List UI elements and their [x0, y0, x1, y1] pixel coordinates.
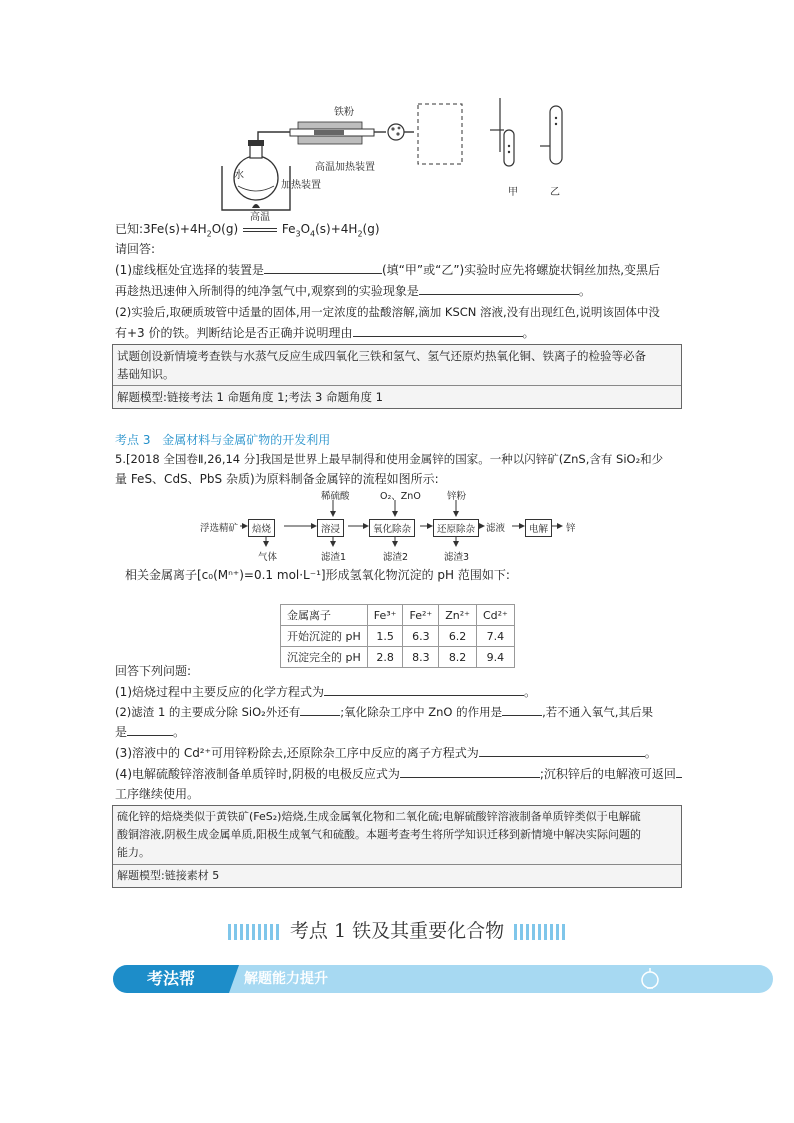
- table-header-cell: Fe²⁺: [403, 605, 439, 626]
- question-intro: 请回答:: [115, 242, 156, 256]
- analysis-text: 硫化锌的焙烧类似于黄铁矿(FeS₂)焙烧,生成金属氧化物和二氧化硫;电解硫酸锌溶液制备单质锌类似于电解硫: [117, 810, 641, 823]
- table-cell: 沉淀完全的 pH: [281, 647, 368, 668]
- answer-intro: 回答下列问题:: [115, 664, 192, 678]
- flow-step-electrolysis: 电解: [525, 519, 552, 537]
- solution-model: 解题模型:链接考法 1 命题角度 1;考法 3 命题角度 1: [113, 385, 681, 406]
- answer-2-line2: 是 。: [115, 725, 186, 739]
- answer-4-line2: 工序继续使用。: [115, 787, 200, 801]
- method-tag-edge: [229, 965, 239, 993]
- analysis-text: 酸铜溶液,阴极生成金属单质,阳极生成氧气和硫酸。本题考查考生将所学知识迁移到新情境中解决实际问题的: [117, 828, 641, 841]
- question-1-line1: (1)虚线框处宜选择的装置是 (填“甲”或“乙”)实验时应先将螺旋状铜丝加热,变黑后: [115, 263, 661, 277]
- label-heater: 加热装置: [281, 180, 321, 191]
- analysis-text: 试题创设新情境考查铁与水蒸气反应生成四氧化三铁和氢气、氢气还原灼热氧化铜、铁离子的检验等必备: [117, 349, 646, 363]
- section-1-title: 考点 1 铁及其重要化合物: [289, 920, 505, 942]
- table-cell: 开始沉淀的 pH: [281, 626, 368, 647]
- question-5-line2: 量 FeS、CdS、PbS 杂质)为原料制备金属锌的流程如图所示:: [115, 472, 439, 486]
- flow-step-reduction: 还原除杂: [433, 519, 479, 537]
- table-header-cell: 金属离子: [281, 605, 368, 626]
- flow-output-gas: 气体: [258, 552, 278, 563]
- table-header-cell: Zn²⁺: [439, 605, 477, 626]
- label-furnace: 高温加热装置: [315, 162, 375, 173]
- question-1-line2: 再趁热迅速伸入所制得的纯净氢气中,观察到的实验现象是 。: [115, 284, 591, 298]
- known-equation: 已知$:3Fe(s)+4H_2O(g)$ 高温 $Fe_3O_4(s)+4H_2(g)$: [115, 220, 685, 243]
- flow-input-zinc: 锌粉: [447, 491, 467, 502]
- table-header-cell: Cd²⁺: [476, 605, 514, 626]
- table-cell: 6.3: [403, 626, 439, 647]
- section-3-title: 金属材料与金属矿物的开发利用: [162, 433, 331, 447]
- question-5-line1: 5.[2018 全国卷Ⅱ,26,14 分]我国是世界上最早制得和使用金属锌的国家。一种以闪锌矿(ZnS,含有 SiO₂和少: [115, 452, 664, 466]
- answer-blank[interactable]: [419, 282, 579, 295]
- answer-blank[interactable]: [676, 765, 682, 778]
- answer-blank[interactable]: [127, 723, 173, 736]
- question-2-line1: (2)实验后,取硬质玻管中适量的固体,用一定浓度的盐酸溶解,滴加 KSCN 溶液,没有出现红色,说明该固体中没: [115, 305, 660, 319]
- table-header-cell: Fe³⁺: [367, 605, 403, 626]
- answer-blank[interactable]: [324, 683, 524, 696]
- table-cell: 2.8: [367, 647, 403, 668]
- flow-output-residue3: 滤渣3: [444, 552, 470, 563]
- section-3-label: 考点 3: [115, 433, 151, 447]
- flow-start: 浮选精矿: [200, 523, 239, 534]
- answer-blank[interactable]: [502, 703, 542, 716]
- flow-end: 锌: [566, 523, 576, 534]
- analysis-text: 基础知识。: [117, 367, 175, 381]
- label-yi: 乙: [550, 187, 560, 198]
- flow-output-residue2: 滤渣2: [383, 552, 409, 563]
- flow-step-leaching: 溶浸: [317, 519, 344, 537]
- apparatus-diagram: [210, 96, 590, 220]
- analysis-text: 能力。: [117, 846, 150, 859]
- answer-2-line1: (2)滤渣 1 的主要成分除 SiO₂外还有 ;氧化除杂工序中 ZnO 的作用是 ,若不通入氧气,其后果: [115, 705, 653, 719]
- flow-input-acid: 稀硫酸: [321, 491, 350, 502]
- table-cell: 7.4: [476, 626, 514, 647]
- section-3-heading: [115, 431, 330, 448]
- ph-table: [280, 604, 515, 668]
- table-cell: 6.2: [439, 626, 477, 647]
- flow-filtrate: 滤液: [486, 523, 506, 534]
- table-row: [281, 626, 515, 647]
- label-iron-powder: 铁粉: [334, 107, 354, 118]
- table-cell: 8.2: [439, 647, 477, 668]
- analysis-box-2: [112, 805, 682, 888]
- table-cell: 9.4: [476, 647, 514, 668]
- table-header-row: [281, 605, 515, 626]
- answer-3: (3)溶液中的 Cd²⁺可用锌粉除去,还原除杂工序中反应的离子方程式为 。: [115, 746, 657, 760]
- label-water: 水: [234, 170, 244, 181]
- reaction-condition: 高温: [250, 212, 270, 223]
- flow-step-oxidation: 氧化除杂: [369, 519, 415, 537]
- answer-blank[interactable]: [300, 703, 340, 716]
- lightbulb-icon: [638, 964, 662, 994]
- question-2-line2: 有+3 价的铁。判断结论是否正确并说明理由 。: [115, 326, 535, 340]
- solution-model: 解题模型:链接素材 5: [113, 864, 681, 885]
- answer-1: (1)焙烧过程中主要反应的化学方程式为 。: [115, 685, 537, 699]
- section-1-banner: [0, 916, 794, 943]
- flow-output-residue1: 滤渣1: [321, 552, 347, 563]
- answer-blank[interactable]: [264, 261, 382, 274]
- answer-blank[interactable]: [353, 324, 523, 337]
- label-jia: 甲: [508, 187, 518, 198]
- table-cell: 1.5: [367, 626, 403, 647]
- answer-blank[interactable]: [479, 744, 645, 757]
- decor-stripes-left: [228, 924, 280, 940]
- method-tag: 考法帮: [113, 965, 229, 993]
- table-intro: 相关金属离子[c₀(Mⁿ⁺)=0.1 mol·L⁻¹]形成氢氧化物沉淀的 pH 范围如下:: [125, 568, 510, 582]
- decor-stripes-right: [514, 924, 566, 940]
- flow-input-oxygen: O₂、ZnO: [380, 491, 421, 502]
- method-subtitle: 解题能力提升: [244, 971, 328, 987]
- analysis-box-1: [112, 344, 682, 409]
- flow-step-roasting: 焙烧: [248, 519, 275, 537]
- answer-blank[interactable]: [400, 765, 540, 778]
- answer-4-line1: (4)电解硫酸锌溶液制备单质锌时,阴极的电极反应式为 ;沉积锌后的电解液可返回: [115, 765, 685, 783]
- table-cell: 8.3: [403, 647, 439, 668]
